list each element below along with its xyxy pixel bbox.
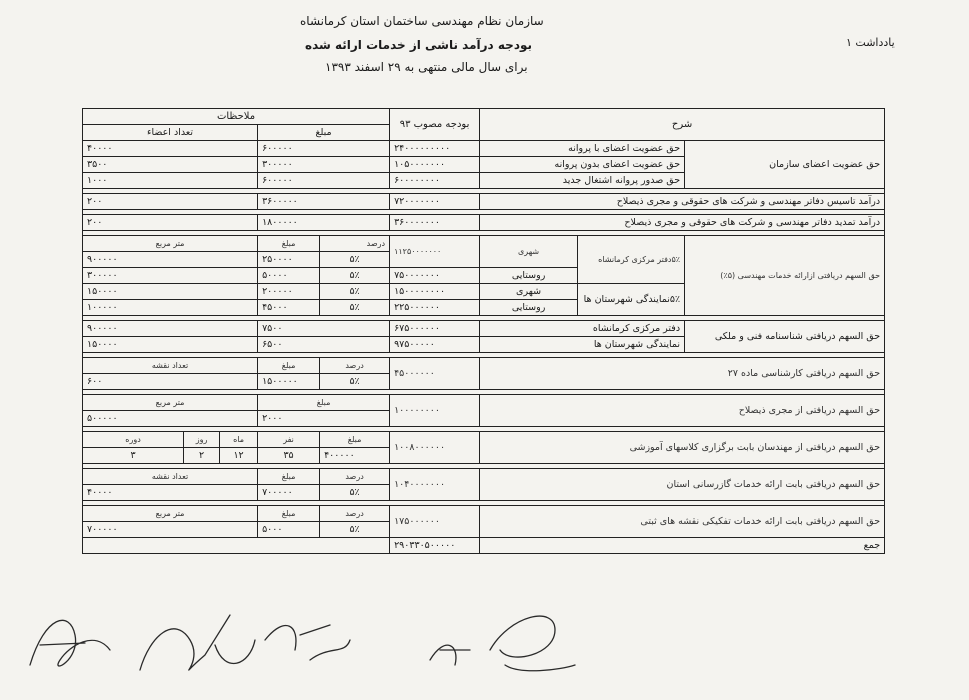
percent-value: ۵٪ <box>320 252 390 268</box>
amount-value: ۲۰۰۰ <box>258 411 390 427</box>
fiscal-year-line: برای سال مالی منتهی به ۲۹ اسفند ۱۳۹۳ <box>325 60 528 74</box>
idcard-group-label: حق السهم دریافتی شناسنامه فنی و ملکی <box>685 321 885 353</box>
persons-header: نفر <box>258 432 320 448</box>
col-header-description: شرح <box>480 109 885 141</box>
budget-value: ۲۲۵۰۰۰۰۰۰ <box>390 300 480 316</box>
budget-value: ۱۵۰۰۰۰۰۰۰۰ <box>390 284 480 300</box>
members-value: ۴۰۰۰۰ <box>83 141 258 157</box>
amount-value: ۳۶۰۰۰۰۰ <box>258 194 390 210</box>
signature-4 <box>430 645 470 665</box>
row-label: حق السهم دریافتی بابت ارائه خدمات تفکیکی نقشه های ثبتی <box>480 506 885 538</box>
amount-value: ۶۰۰۰۰۰ <box>258 173 390 189</box>
total-row <box>83 538 885 554</box>
sqm-value: ۱۵۰۰۰۰ <box>83 284 258 300</box>
budget-value: ۱۰۴۰۰۰۰۰۰۰ <box>390 469 480 501</box>
amount-value: ۱۸۰۰۰۰۰ <box>258 215 390 231</box>
percent-value: ۵٪ <box>320 522 390 538</box>
percent-header: درصد <box>320 506 390 522</box>
signature-3 <box>265 625 350 660</box>
budget-value: ۱۱۲۵۰۰۰۰۰۰۰ <box>390 236 480 268</box>
table-header-row <box>83 109 885 125</box>
row-label: نمایندگی شهرستان ها <box>480 337 685 353</box>
percent-header: درصد <box>320 358 390 374</box>
budget-value: ۱۰۵۰۰۰۰۰۰۰ <box>390 157 480 173</box>
row-label: حق السهم دریافتی بابت ارائه خدمات گازرسانی استان <box>480 469 885 501</box>
table-row <box>83 215 885 231</box>
amount-value: ۳۰۰۰۰۰ <box>258 157 390 173</box>
percent-value: ۵٪ <box>320 300 390 316</box>
amount-value: ۲۰۰۰۰۰ <box>258 284 320 300</box>
budget-value: ۷۵۰۰۰۰۰۰۰ <box>390 268 480 284</box>
table-subheader-row <box>83 358 885 374</box>
percent-value: ۵٪ <box>320 374 390 390</box>
row-label: حق السهم دریافتی از مهندسان بابت برگزاری کلاسهای آموزشی <box>480 432 885 464</box>
type-label: روستایی <box>480 268 578 284</box>
percent-value: ۵٪ <box>320 284 390 300</box>
sqm-value: ۵۰۰۰۰۰ <box>83 411 258 427</box>
sqm-value: ۱۵۰۰۰۰ <box>83 337 258 353</box>
budget-value: ۴۵۰۰۰۰۰۰ <box>390 358 480 390</box>
table-subheader-row <box>83 432 885 448</box>
map-count-value: ۶۰۰ <box>83 374 258 390</box>
budget-value: ۱۰۰۰۰۰۰۰۰ <box>390 395 480 427</box>
col-header-remarks: ملاحظات <box>83 109 390 125</box>
amount-header: مبلغ <box>258 358 320 374</box>
engineering-central-label: ۵٪دفتر مرکزی کرمانشاه <box>578 236 685 284</box>
budget-table <box>82 108 885 554</box>
table-subheader-row <box>83 236 885 252</box>
row-label: درآمد تمدید دفاتر مهندسی و شرکت های حقوقی و مجری ذیصلاح <box>480 215 885 231</box>
table-subheader-row <box>83 506 885 522</box>
budget-value: ۷۲۰۰۰۰۰۰۰ <box>390 194 480 210</box>
budget-value: ۶۷۵۰۰۰۰۰۰ <box>390 321 480 337</box>
table-row <box>83 141 885 157</box>
engineering-group-label: حق السهم دریافتی ازارائه خدمات مهندسی (۵٪) <box>685 236 885 316</box>
amount-value: ۱۵۰۰۰۰۰ <box>258 374 320 390</box>
map-count-header: تعداد نقشه <box>83 358 258 374</box>
amount-value: ۴۰۰۰۰۰ <box>320 448 390 464</box>
budget-value: ۳۶۰۰۰۰۰۰۰ <box>390 215 480 231</box>
amount-header: مبلغ <box>258 236 320 252</box>
signature-1 <box>30 620 110 666</box>
amount-header: مبلغ <box>258 395 390 411</box>
amount-header: مبلغ <box>258 506 320 522</box>
table-subheader-row <box>83 395 885 411</box>
row-label: درآمد تاسیس دفاتر مهندسی و شرکت های حقوقی و مجری ذیصلاح <box>480 194 885 210</box>
row-label: حق السهم دریافتی از مجری ذیصلاح <box>480 395 885 427</box>
signature-5 <box>490 616 575 671</box>
sqm-header: متر مربع <box>83 236 258 252</box>
total-remarks-empty <box>83 538 390 554</box>
membership-group-label: حق عضویت اعضای سازمان <box>685 141 885 189</box>
total-label: جمع <box>480 538 885 554</box>
sqm-header: متر مربع <box>83 395 258 411</box>
table-subheader-row <box>83 469 885 485</box>
row-label: حق عضویت اعضای بدون پروانه <box>480 157 685 173</box>
sqm-value: ۳۰۰۰۰۰ <box>83 268 258 284</box>
signature-2 <box>140 615 255 670</box>
amount-header: مبلغ <box>320 432 390 448</box>
budget-value: ۱۷۵۰۰۰۰۰۰ <box>390 506 480 538</box>
note-label: یادداشت ۱ <box>846 36 895 49</box>
amount-header: مبلغ <box>258 469 320 485</box>
month-header: ماه <box>220 432 258 448</box>
budget-value: ۱۰۰۸۰۰۰۰۰۰ <box>390 432 480 464</box>
map-count-value: ۴۰۰۰۰ <box>83 485 258 501</box>
percent-header: درصد <box>320 469 390 485</box>
sqm-value: ۹۰۰۰۰۰ <box>83 252 258 268</box>
type-label: روستایی <box>480 300 578 316</box>
type-label: شهری <box>480 236 578 268</box>
percent-value: ۵٪ <box>320 268 390 284</box>
percent-value: ۵٪ <box>320 485 390 501</box>
col-header-amount: مبلغ <box>258 125 390 141</box>
sqm-header: متر مربع <box>83 506 258 522</box>
amount-value: ۶۵۰۰ <box>258 337 390 353</box>
sqm-value: ۹۰۰۰۰۰ <box>83 321 258 337</box>
signatures <box>0 595 969 700</box>
budget-value: ۶۰۰۰۰۰۰۰۰ <box>390 173 480 189</box>
document-subtitle: بودجه درآمد ناشی از خدمات ارائه شده <box>305 38 533 52</box>
table-row <box>83 321 885 337</box>
col-header-members: تعداد اعضاء <box>83 125 258 141</box>
budget-value: ۹۷۵۰۰۰۰۰ <box>390 337 480 353</box>
row-label: حق صدور پروانه اشتغال جدید <box>480 173 685 189</box>
persons-value: ۳۵ <box>258 448 320 464</box>
sqm-value: ۷۰۰۰۰۰ <box>83 522 258 538</box>
engineering-branches-label: ۵٪نمایندگی شهرستان ها <box>578 284 685 316</box>
amount-value: ۷۵۰۰ <box>258 321 390 337</box>
document-title: سازمان نظام مهندسی ساختمان استان کرمانشاه <box>300 14 544 28</box>
amount-value: ۵۰۰۰ <box>258 522 320 538</box>
map-count-header: تعداد نقشه <box>83 469 258 485</box>
amount-value: ۴۵۰۰۰ <box>258 300 320 316</box>
amount-value: ۲۵۰۰۰۰ <box>258 252 320 268</box>
course-header: دوره <box>83 432 184 448</box>
count-value: ۲۰۰ <box>83 194 258 210</box>
members-value: ۱۰۰۰ <box>83 173 258 189</box>
row-label: حق السهم دریافتی کارشناسی ماده ۲۷ <box>480 358 885 390</box>
table-row <box>83 194 885 210</box>
amount-value: ۶۰۰۰۰۰ <box>258 141 390 157</box>
budget-value: ۲۴۰۰۰۰۰۰۰۰۰ <box>390 141 480 157</box>
total-value: ۲۹۰۳۳۰۵۰۰۰۰۰ <box>390 538 480 554</box>
count-value: ۲۰۰ <box>83 215 258 231</box>
percent-header: درصد <box>320 236 390 252</box>
col-header-budget: بودجه مصوب ۹۳ <box>390 109 480 141</box>
day-value: ۲ <box>184 448 220 464</box>
sqm-value: ۱۰۰۰۰۰ <box>83 300 258 316</box>
day-header: روز <box>184 432 220 448</box>
amount-value: ۷۰۰۰۰۰ <box>258 485 320 501</box>
row-label: دفتر مرکزی کرمانشاه <box>480 321 685 337</box>
type-label: شهری <box>480 284 578 300</box>
course-value: ۳ <box>83 448 184 464</box>
amount-value: ۵۰۰۰۰ <box>258 268 320 284</box>
row-label: حق عضویت اعضای با پروانه <box>480 141 685 157</box>
members-value: ۳۵۰۰ <box>83 157 258 173</box>
month-value: ۱۲ <box>220 448 258 464</box>
